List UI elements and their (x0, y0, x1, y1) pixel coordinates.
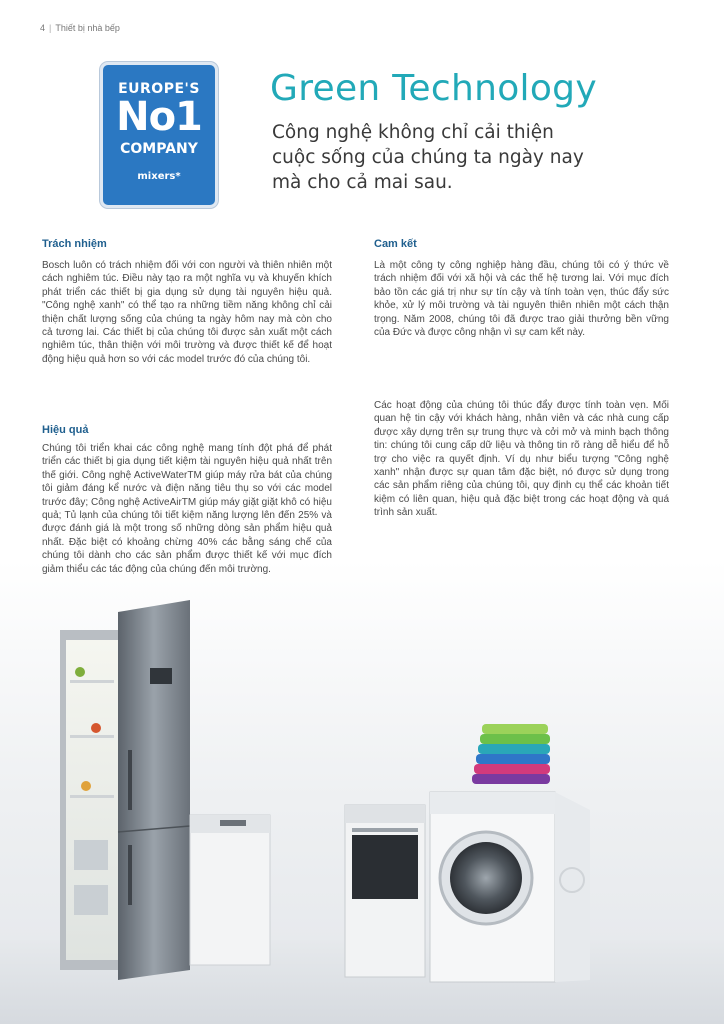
paragraph-hoat-dong: Các hoạt động của chúng tôi thúc đẩy được tính toàn vẹn. Mối quan hệ tin cậy với khách hàng, nhân viên và các nhà cung cấp được xây dựng trên sự trung thực và cởi mở và minh bạch thông tin: chúng tôi cung cấp dữ liệu và thông tin rõ ràng dễ hiểu để hỗ trợ cho việc ra quyết định. Ví dụ như biểu tượng "Công nghệ xanh" nhận được sự quan tâm đặc biệt, nó được sử dụng trong các sản phẩm riêng của chúng tôi, quy định cụ thể các khoản tiết kiệm có liên quan, hiệu quả đặc biệt trong các hoạt động và quá trình sản xuất. (374, 400, 669, 519)
heading-cam-ket: Cam kết (374, 238, 417, 250)
page-subtitle: Công nghệ không chỉ cải thiện cuộc sống của chúng ta ngày nay mà cho cả mai sau. (272, 122, 584, 193)
paragraph-cam-ket: Là một công ty công nghiệp hàng đầu, chúng tôi có ý thức về trách nhiệm đối với xã hội và các thế hệ tương lai. Với mục đích bảo tồn các giá trị như sự tín cậy và tính toàn vẹn, thúc đẩy sức khỏe, xử lý môi trường và tài nguyên thiên nhiên một cách thận trọng. Năm 2008, chúng tôi đã được trao giải thưởng bền vững của Đức và được công nhận vì sự cam kết này. (374, 260, 669, 339)
page-title: Green Technology (270, 68, 597, 109)
page-header (40, 23, 120, 33)
badge-line-no1: No1 (116, 94, 202, 140)
europes-no1-badge (100, 62, 218, 208)
badge-line-europes: EUROPE'S (118, 81, 200, 97)
washing-machine-image (430, 792, 590, 982)
towel-stack-image (472, 724, 550, 784)
heading-hieu-qua: Hiệu quả (42, 424, 89, 436)
badge-line-mixers: mixers* (137, 171, 181, 182)
page-number: 4 (40, 23, 46, 33)
dishwasher-image (190, 815, 270, 965)
header-section-title: Thiết bị nhà bếp (55, 23, 120, 33)
oven-image (345, 805, 425, 977)
heading-trach-nhiem: Trách nhiệm (42, 238, 107, 250)
refrigerator-image (60, 600, 190, 980)
paragraph-hieu-qua: Chúng tôi triển khai các công nghệ mang tính đột phá để phát triển các thiết bị gia dụng tiết kiệm tài nguyên hiệu quả nhất trên thế giới. Công nghệ ActiveWaterTM giúp máy rửa bát của chúng tôi giảm đáng kể nước và điện năng tiêu thụ so với các model trước đây; Công nghệ ActiveAirTM giúp máy giặt giặt khô có hiệu quả; Tủ lạnh của chúng tôi tiết kiệm năng lượng lên đến 25% và được đánh giá là một trong số những dòng sản phẩm hiệu quả nhất. Đặc biệt có khoảng chừng 40% các bằng sáng chế của chúng tôi dành cho các sản phẩm được thiết kế với mục đích giảm thiểu các tác động của chúng đến môi trường. (42, 443, 332, 575)
paragraph-trach-nhiem: Bosch luôn có trách nhiệm đối với con người và thiên nhiên một cách nghiêm túc. Điều này tạo ra một nghĩa vụ và khuyến khích phát triển các thiết bị gia dụng sử dụng tài nguyên hiệu quả. "Công nghệ xanh" có thể tạo ra những tiềm năng không chỉ cải thiện chất lượng sống của chúng ta ngày hôm nay mà còn cho cả tương lai. Các thiết bị của chúng tôi được sản xuất một cách nghiêm túc, thân thiện với môi trường và được thiết kế để hoạt động hiệu quả hơn so với các model trước đó của chúng tôi. (42, 260, 332, 365)
header-separator: | (49, 23, 52, 33)
badge-line-company: COMPANY (120, 141, 198, 157)
appliances-photo (0, 560, 724, 1024)
